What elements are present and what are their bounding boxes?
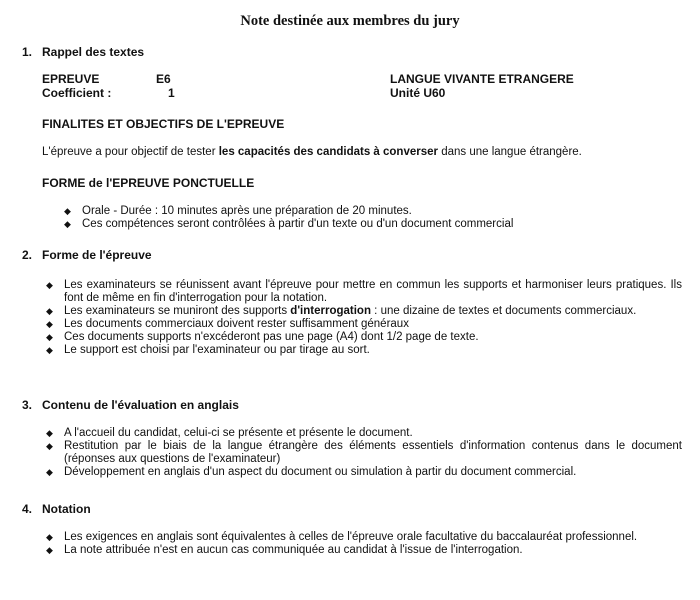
- section-1-number: 1.: [22, 45, 33, 59]
- unite-label: Unité U60: [390, 86, 446, 100]
- section-2-heading: [22, 248, 152, 262]
- finalites-paragraph: [42, 146, 682, 159]
- finalites-text-post: dans une langue étrangère.: [438, 146, 582, 158]
- finalites-heading: FINALITES ET OBJECTIFS DE L'EPREUVE: [42, 117, 285, 131]
- section-1-title: Rappel des textes: [42, 45, 145, 59]
- coefficient-value: 1: [168, 86, 175, 100]
- list-item: ◆ A l'accueil du candidat, celui-ci se présente et présente le document.: [46, 427, 413, 439]
- bullet-icon: ◆: [64, 206, 71, 216]
- bullet-icon: ◆: [46, 306, 53, 316]
- bullet-icon: ◆: [46, 441, 53, 451]
- list-item: ◆ Orale - Durée : 10 minutes après une préparation de 20 minutes.: [64, 205, 412, 217]
- langue-label: LANGUE VIVANTE ETRANGERE: [390, 72, 574, 86]
- section-4-number: 4.: [22, 502, 33, 516]
- bullet-icon: ◆: [64, 219, 71, 229]
- list-item: ◆ Les examinateurs se réunissent avant l'épreuve pour mettre en commun les supports et harmoniser leurs pratiques. Ils font de même en fin d'interrogation pour la notation.: [46, 279, 682, 304]
- epreuve-label: EPREUVE: [42, 72, 100, 86]
- section-4-title: Notation: [42, 502, 91, 516]
- section-1-heading: [22, 45, 144, 59]
- finalites-text-pre: L'épreuve a pour objectif de tester: [42, 146, 219, 158]
- list-item: ◆ Le support est choisi par l'examinateur ou par tirage au sort.: [46, 344, 370, 356]
- list-item: ◆ Restitution par le biais de la langue étrangère des éléments essentiels d'information contenus dans le document (réponses aux questions de l'examinateur): [46, 440, 682, 465]
- bullet-icon: ◆: [46, 345, 53, 355]
- contenu-evaluation-list: [42, 427, 682, 479]
- forme-ponctuelle-list: [60, 205, 660, 231]
- list-item: ◆ La note attribuée n'est en aucun cas communiquée au candidat à l'issue de l'interrogation.: [46, 544, 523, 556]
- bullet-icon: ◆: [46, 428, 53, 438]
- bullet-icon: ◆: [46, 467, 53, 477]
- forme-epreuve-list: [42, 279, 682, 357]
- bullet-icon: ◆: [46, 332, 53, 342]
- list-item: ◆ Développement en anglais d'un aspect du document ou simulation à partir du document commercial.: [46, 466, 577, 478]
- bullet-icon: ◆: [46, 532, 53, 542]
- bullet-icon: ◆: [46, 280, 53, 290]
- section-3-heading: [22, 398, 239, 412]
- bullet-icon: ◆: [46, 319, 53, 329]
- section-4-heading: [22, 502, 91, 516]
- section-2-number: 2.: [22, 248, 33, 262]
- list-item: ◆ Les exigences en anglais sont équivalentes à celles de l'épreuve orale facultative du baccalauréat professionnel.: [46, 531, 638, 543]
- forme-ponctuelle-heading: FORME de l'EPREUVE PONCTUELLE: [42, 176, 255, 190]
- document-title: Note destinée aux membres du jury: [240, 13, 460, 29]
- coefficient-label: Coefficient :: [42, 86, 112, 100]
- section-3-title: Contenu de l'évaluation en anglais: [42, 398, 239, 412]
- list-item: ◆ Les documents commerciaux doivent rester suffisamment généraux: [46, 318, 409, 330]
- section-3-number: 3.: [22, 398, 33, 412]
- epreuve-value: E6: [156, 72, 171, 86]
- notation-list: [42, 531, 682, 557]
- list-item: ◆ Les examinateurs se muniront des supports d'interrogation : une dizaine de textes et documents commerciaux.: [46, 305, 637, 317]
- finalites-text-bold: les capacités des candidats à converser: [218, 146, 438, 158]
- list-item: ◆ Ces documents supports n'excéderont pas une page (A4) dont 1/2 page de texte.: [46, 331, 479, 343]
- list-item: ◆ Ces compétences seront contrôlées à partir d'un texte ou d'un document commercial: [64, 218, 514, 230]
- section-2-title: Forme de l'épreuve: [42, 248, 152, 262]
- bullet-icon: ◆: [46, 545, 53, 555]
